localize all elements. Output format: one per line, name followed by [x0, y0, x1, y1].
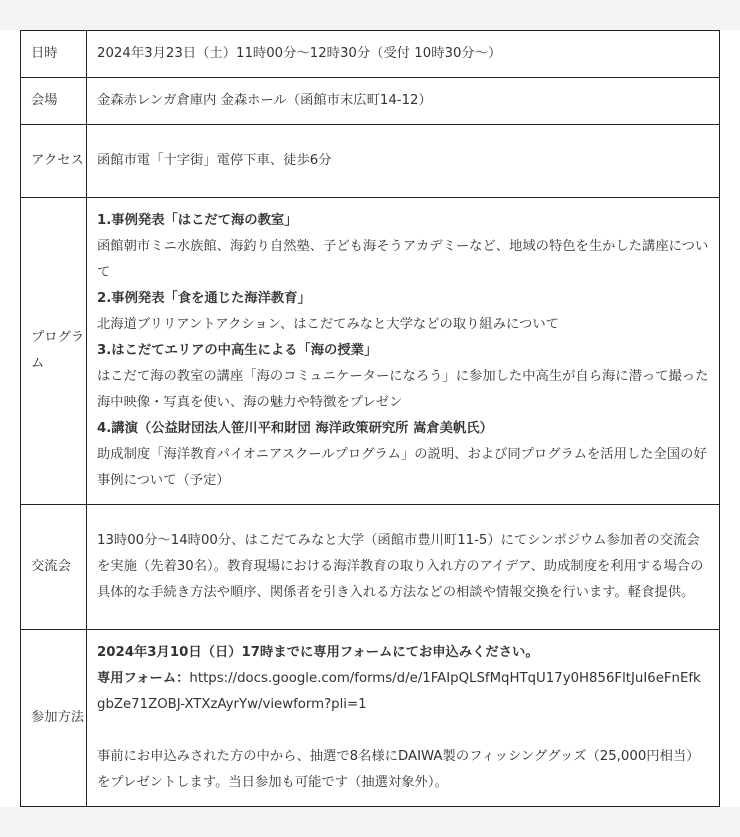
date-value: 2024年3月23日（土）11時00分〜12時30分（受付 10時30分〜）: [87, 31, 720, 78]
program-item-title: 3.はこだてエリアの中高生による「海の授業」: [97, 343, 378, 358]
exchange-label: 交流会: [21, 505, 87, 630]
row-venue: [21, 78, 720, 125]
access-value: 函館市電「十字街」電停下車、徒歩6分: [87, 125, 720, 198]
venue-value: 金森赤レンガ倉庫内 金森ホール（函館市末広町14-12）: [87, 78, 720, 125]
program-item-title: 2.事例発表「食を通じた海洋教育」: [97, 291, 311, 306]
event-info-table: [20, 30, 720, 807]
page: [0, 30, 740, 807]
apply-label: 参加方法: [21, 630, 87, 807]
row-exchange: [21, 505, 720, 630]
program-item-title: 4.講演（公益財団法人笹川平和財団 海洋政策研究所 嵩倉美帆氏）: [97, 421, 493, 436]
program-item-desc: はこだて海の教室の講座「海のコミュニケーターになろう」に参加した中高生が自ら海に潜って撮った海中映像・写真を使い、海の魅力や特徴をプレゼン: [97, 369, 709, 410]
row-program: [21, 198, 720, 505]
apply-deadline: 2024年3月10日（日）17時までに専用フォームにてお申込みください。: [97, 645, 539, 660]
row-date: [21, 31, 720, 78]
program-label: プログラム: [21, 198, 87, 505]
row-access: [21, 125, 720, 198]
program-item-desc: 函館朝市ミニ水族館、海釣り自然塾、子ども海そうアカデミーなど、地域の特色を生かした講座について: [97, 239, 709, 280]
program-item-desc: 北海道ブリリアントアクション、はこだてみなと大学などの取り組みについて: [97, 317, 559, 332]
program-value: [87, 198, 720, 505]
date-label: 日時: [21, 31, 87, 78]
venue-label: 会場: [21, 78, 87, 125]
program-item-desc: 助成制度「海洋教育パイオニアスクールプログラム」の説明、および同プログラムを活用した全国の好事例について（予定）: [97, 447, 707, 488]
spacer: [97, 718, 709, 744]
apply-form-line: [97, 666, 709, 718]
row-apply: [21, 630, 720, 807]
apply-value: [87, 630, 720, 807]
apply-note: 事前にお申込みされた方の中から、抽選で8名様にDAIWA製のフィッシンググッズ（25,000円相当）をプレゼントします。当日参加も可能です（抽選対象外）。: [97, 749, 700, 790]
program-item-title: 1.事例発表「はこだて海の教室」: [97, 213, 298, 228]
apply-form-label: 専用フォーム：: [97, 671, 190, 686]
apply-form-link[interactable]: https://docs.google.com/forms/d/e/1FAIpQLSfMqHTqU17y0H856FltJuI6eFnEfkgbZe71ZOBJ-XTXzAyrYw/viewform?pli=1: [97, 671, 701, 712]
exchange-value: 13時00分〜14時00分、はこだてみなと大学（函館市豊川町11-5）にてシンポジウム参加者の交流会を実施（先着30名）。教育現場における海洋教育の取り入れ方のアイデア、助成制度を利用する場合の具体的な手続き方法や順序、関係者を引き入れる方法などの相談や情報交換を行います。軽食提供。: [87, 505, 720, 630]
access-label: アクセス: [21, 125, 87, 198]
